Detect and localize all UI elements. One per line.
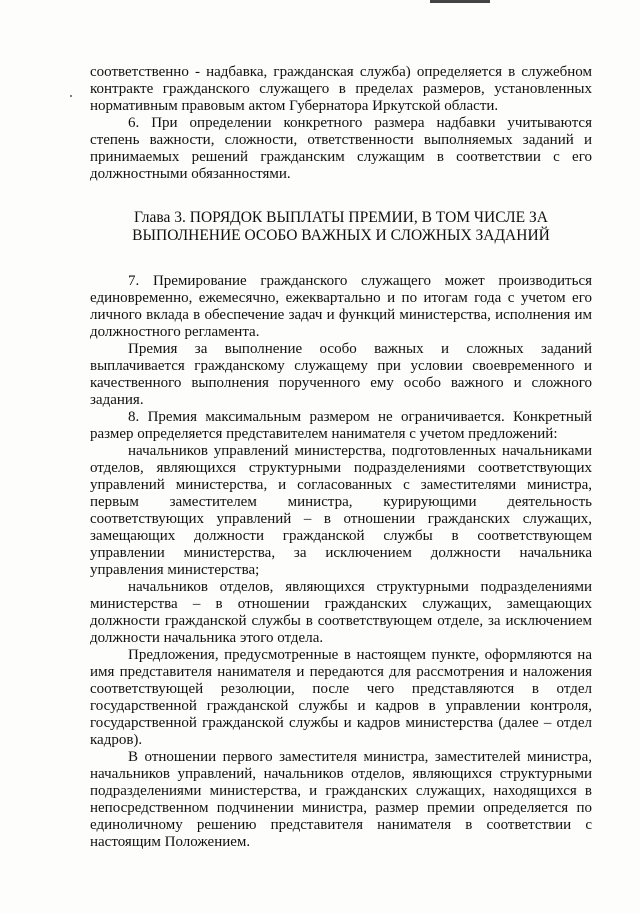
scan-dot	[70, 95, 72, 97]
paragraph-6: 6. При определении конкретного размера надбавки учитываются степень важности, сложности, ответственности выполняемых заданий и принимаемых решений гражданским служащим в соответствии с его должностными обязанностями.	[90, 115, 592, 182]
paragraph-7: 7. Премирование гражданского служащего может производиться единовременно, ежемесячно, ежеквартально и по итогам года с учетом его личного вклада в обеспечение задач и функций министерства, исполнения им должностного регламента.	[90, 273, 592, 340]
paragraph-section-heads: начальников отделов, являющихся структурными подразделениями министерства – в отношении гражданских служащих, замещающих должности гражданской службы в соответствующем отделе, за исключением должности начальника этого отдела.	[90, 579, 592, 646]
chapter-title: Глава 3. ПОРЯДОК ВЫПЛАТЫ ПРЕМИИ, В ТОМ ЧИСЛЕ ЗА ВЫПОЛНЕНИЕ ОСОБО ВАЖНЫХ И СЛОЖНЫХ ЗАДАНИЙ	[132, 209, 550, 244]
paragraph-deputies: В отношении первого заместителя министра, заместителей министра, начальников управлений, начальников отделов, являющихся структурными подразделениями министерства, и гражданских служащих, находящихся в непосредственном подчинении министра, размер премии определяется по единоличному решению представителя нанимателя в соответствии с настоящим Положением.	[90, 749, 592, 850]
scan-mark	[430, 0, 490, 3]
paragraph-bonus-condition: Премия за выполнение особо важных и сложных заданий выплачивается гражданскому служащему при условии своевременного и качественного выполнения порученного ему особо важного и сложного задания.	[90, 341, 592, 408]
paragraph-continuation: соответственно - надбавка, гражданская служба) определяется в служебном контракте гражданского служащего в пределах размеров, установленных нормативным правовым актом Губернатора Иркутской области.	[90, 64, 592, 114]
paragraph-department-heads: начальников управлений министерства, подготовленных начальниками отделов, являющихся структурными подразделениями соответствующих управлений министерства, и согласованных с заместителями министра, первым заместителем министра, курирующими деятельность соответствующих управлений – в отношении гражданских служащих, замещающих должности гражданской службы в соответствующем управлении министерства, за исключением должности начальника управления министерства;	[90, 443, 592, 578]
paragraph-8: 8. Премия максимальным размером не ограничивается. Конкретный размер определяется представителем нанимателя с учетом предложений:	[90, 409, 592, 442]
paragraph-proposals: Предложения, предусмотренные в настоящем пункте, оформляются на имя представителя нанимателя и передаются для рассмотрения и наложения соответствующей резолюции, после чего представляются в отдел государственной гражданской службы и кадров в управлении контроля, государственной гражданской службы и кадров министерства (далее – отдел кадров).	[90, 647, 592, 748]
